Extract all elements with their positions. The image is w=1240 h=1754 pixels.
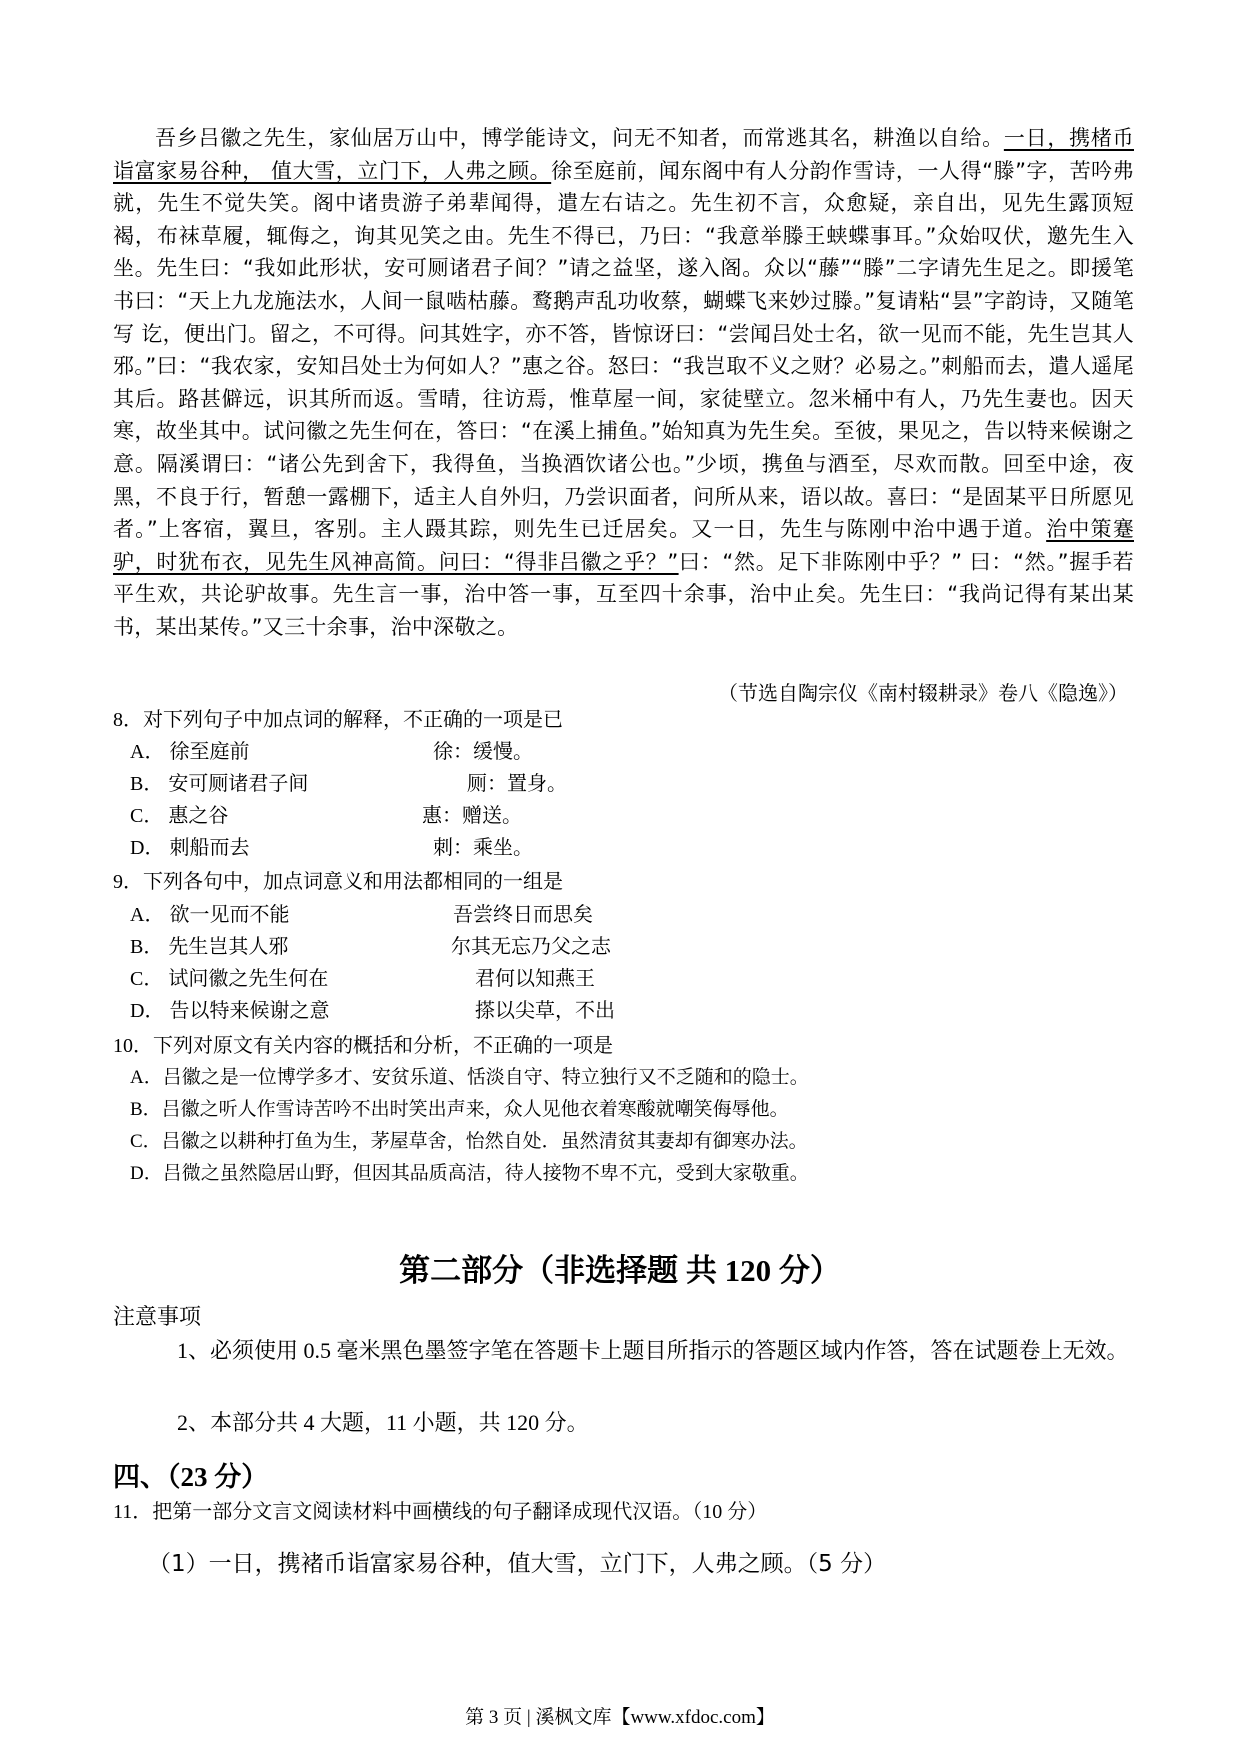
- q9-option-d: [130, 994, 329, 1023]
- section-4-heading: 四、（23 分）: [113, 1462, 269, 1492]
- q8-option-d-gloss: 刺：乘坐。: [433, 837, 533, 859]
- option-text: 安可厕诸君子间: [168, 773, 309, 795]
- question-8-stem-tail: 已: [543, 709, 563, 731]
- q8-option-a-gloss: 徐：缓慢。: [433, 741, 533, 763]
- option-label: A．: [130, 904, 165, 926]
- option-text: 告以特来候谢之意: [169, 1000, 330, 1022]
- q8-option-b: [130, 767, 308, 796]
- q9-option-a-compare: 吾尝终日而思矣: [453, 904, 593, 926]
- option-label: B．: [130, 773, 164, 795]
- option-label: A．: [130, 741, 165, 763]
- page-footer: 第 3 页 | 溪枫文库【www.xfdoc.com】: [465, 1707, 775, 1728]
- option-text: 徐至庭前: [169, 741, 250, 763]
- question-11-stem: 11．把第一部分文言文阅读材料中画横线的句子翻译成现代汉语。（10 分）: [113, 1501, 768, 1523]
- q8-option-a: [130, 735, 249, 764]
- passage-text-1: 吾乡吕徽之先生，家仙居万山中，博学能诗文，问无不知者，而常逃其名，耕渔以自给。: [155, 126, 1004, 150]
- q9-option-b: [130, 930, 288, 959]
- option-text: 试问徽之先生何在: [168, 968, 329, 990]
- option-label: D．: [130, 837, 165, 859]
- notice-item-2: 2、本部分共 4 大题，11 小题，共 120 分。: [177, 1410, 589, 1435]
- q9-option-d-compare: 搽以尖草，不出: [475, 1000, 615, 1022]
- option-text: 刺船而去: [169, 837, 250, 859]
- notice-heading: 注意事项: [113, 1304, 202, 1329]
- underlined-sentence-2: 治中策蹇驴，时犹布衣，见先生风神高简。问曰：“得非吕徽之乎？”: [113, 517, 1134, 574]
- q10-option-d: D．吕微之虽然隐居山野，但因其品质高洁，待人接物不卑不亢，受到大家敬重。: [130, 1163, 809, 1184]
- q10-option-c: C．吕徽之以耕种打鱼为生，茅屋草舍，怡然自处．虽然清贫其妻却有御寒办法。: [130, 1131, 808, 1152]
- notice-item-1: 1、必须使用 0.5 毫米黑色墨签字笔在答题卡上题目所指示的答题区域内作答，答在试题卷上无效。: [177, 1338, 1129, 1363]
- classical-passage: [113, 122, 1134, 644]
- option-label: C．: [130, 805, 164, 827]
- option-label: D．: [130, 1000, 165, 1022]
- q10-option-b: B．吕徽之听人作雪诗苦吟不出时笑出声来，众人见他衣着寒酸就嘲笑侮辱他。: [130, 1099, 789, 1120]
- q8-option-c: [130, 799, 228, 828]
- question-9-stem: 9．下列各句中，加点词意义和用法都相同的一组是: [113, 871, 563, 893]
- passage-source: （节选自陶宗仪《南村辍耕录》卷八《隐逸》）: [718, 681, 1128, 705]
- q9-option-b-compare: 尔其无忘乃父之志: [451, 936, 611, 958]
- option-label: B．: [130, 936, 164, 958]
- option-text: 欲一见而不能: [169, 904, 290, 926]
- question-11-part-1: （1）一日，携褚币诣富家易谷种，值大雪，立门下，人弗之顾。（5 分）: [148, 1551, 887, 1577]
- q9-option-a: [130, 898, 289, 927]
- passage-text-2: 徐至庭前，闻东阁中有人分韵作雪诗，一人得“滕”字，苦吟弗就，先生不觉失笑。阁中诸贵游子弟辈闻得，遣左右诘之。先生初不言，众愈疑，亲自出，见先生露顶短褐，布袜草履，辄侮之，询其见笑之由。先生不得已，乃曰：“我意举滕王蛱蝶事耳。”众始叹伏，邀先生入坐。先生曰：“我如此形状，安可厕诸君子间？”请之益坚，遂入阁。众以“藤”“滕”二字请先生足之。即援笔书曰：“天上九龙施法水，人间一鼠啮枯藤。鹜鹅声乱功收蔡，蝴蝶飞来妙过滕。”复请粘“昙”字韵诗，又随笔写 讫，便出门。留之，不可得。问其姓字，亦不答，皆惊讶曰：“尝闻吕处士名，欲一见而不能，先生岂其人邪。”曰：“我农家，安知吕处士为何如人？”惠之谷。怒曰：“我岂取不义之财？必易之。”刺船而去，遣人遥尾其后。路甚僻远，识其所而返。雪晴，往访焉，惟草屋一间，家徒壁立。忽米桶中有人，乃先生妻也。因天寒，故坐其中。试问徽之先生何在，答曰：“在溪上捕鱼。”始知真为先生矣。至彼，果见之，告以特来候谢之意。隔溪谓曰：“诸公先到舍下，我得鱼，当换酒饮诸公也。”少顷，携鱼与酒至，尽欢而散。回至中途，夜黑，不良于行，暂憩一露棚下，适主人自外归，乃尝识面者，问所从来，语以故。喜曰：“是固某平日所愿见者。”上客宿，翼旦，客别。主人蹑其踪，则先生已迁居矣。又一日，先生与陈刚中治中遇于道。: [113, 158, 1134, 542]
- q8-option-c-gloss: 惠：赠送。: [422, 805, 522, 827]
- part-2-title: 第二部分（非选择题 共 120 分）: [399, 1253, 841, 1288]
- q10-option-a: A．吕徽之是一位博学多才、安贫乐道、恬淡自守、特立独行又不乏随和的隐士。: [130, 1067, 809, 1088]
- question-10-stem: 10．下列对原文有关内容的概括和分析，不正确的一项是: [113, 1035, 613, 1057]
- option-label: C．: [130, 968, 164, 990]
- q8-option-b-gloss: 厕：置身。: [467, 773, 567, 795]
- underlined-sentence-1: 一日，携楮币诣富家易谷种， 值大雪，立门下，人弗之顾。: [113, 126, 1134, 183]
- question-8-stem-text: 8．对下列句子中加点词的解释，不正确的一项是: [113, 709, 543, 731]
- option-text: 先生岂其人邪: [168, 936, 289, 958]
- q8-option-d: [130, 831, 249, 860]
- option-text: 惠之谷: [168, 805, 229, 827]
- passage-text-3: 曰：“然。足下非陈刚中乎？” 曰：“然。”握手若平生欢，共论驴故事。先生言一事，治中答一事，互至四十余事，治中止矣。先生曰：“我尚记得有某出某书，某出某传。”又三十余事，治中深敬之。: [113, 549, 1134, 639]
- q9-option-c-compare: 君何以知燕王: [475, 968, 595, 990]
- question-8-stem: [113, 703, 563, 732]
- q9-option-c: [130, 962, 328, 991]
